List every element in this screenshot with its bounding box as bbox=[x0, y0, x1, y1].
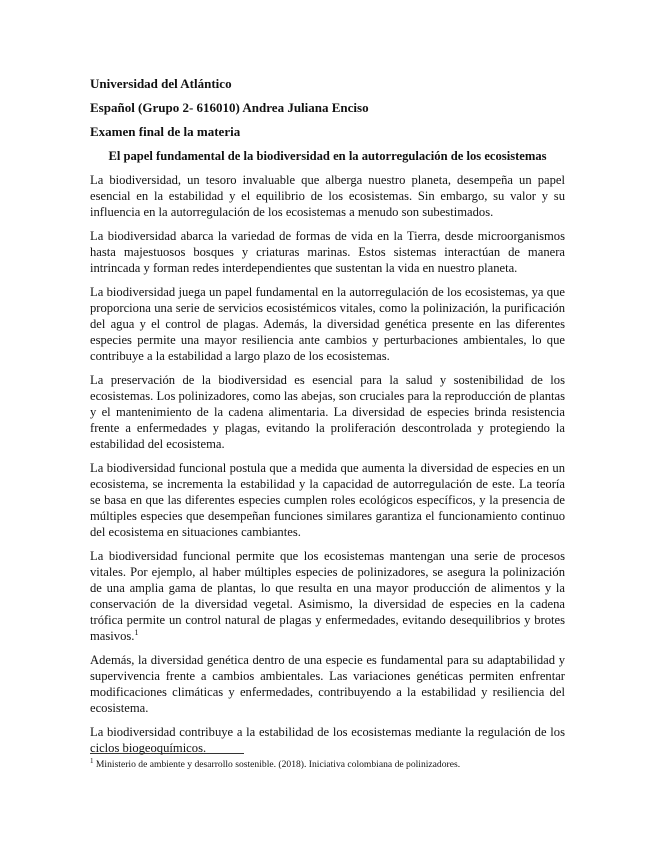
essay-title: El papel fundamental de la biodiversidad en la autorregulación de los ecosistemas bbox=[108, 149, 547, 163]
university-heading: Universidad del Atlántico bbox=[90, 76, 232, 91]
paragraph-5: La biodiversidad funcional postula que a medida que aumenta la diversidad de especies en un ecosistema, se incrementa la estabilidad y la capacidad de autorregulación de este. La teoría se basa en que las diferentes especies cumplen roles ecológicos específicos, y la presencia de múltiples especies que desempeñan funciones similares garantiza el funcionamiento continuo del ecosistema en situaciones cambiantes. bbox=[90, 461, 565, 539]
footnote-separator bbox=[90, 753, 244, 754]
paragraph-2: La biodiversidad abarca la variedad de formas de vida en la Tierra, desde microorganismos hasta majestuosos bosques y criaturas marinas. Estos sistemas interactúan de manera intrincada y forman redes interdependientes que sustentan la vida en nuestro planeta. bbox=[90, 229, 565, 275]
paragraph-4: La preservación de la biodiversidad es esencial para la salud y sostenibilidad de los ecosistemas. Los polinizadores, como las abejas, son cruciales para la reproducción de plantas y el mantenimiento de la cadena alimentaria. La diversidad de especies brinda resistencia frente a enfermedades y plagas, evitando la proliferación descontrolada y protegiendo la estabilidad del ecosistema. bbox=[90, 373, 565, 451]
course-heading: Español (Grupo 2- 616010) Andrea Juliana Enciso bbox=[90, 100, 369, 115]
paragraph-8: La biodiversidad contribuye a la estabilidad de los ecosistemas mediante la regulación de los ciclos biogeoquímicos. bbox=[90, 725, 565, 755]
paragraph-6-text: La biodiversidad funcional permite que los ecosistemas mantengan una serie de procesos vitales. Por ejemplo, al haber múltiples especies de polinizadores, se asegura la polinización de una amplia gama de plantas, lo que resulta en una mayor producción de alimentos y la conservación de la diversidad vegetal. Asimismo, la diversidad de especies en la cadena trófica permite un control natural de plagas y enfermedades, evitando desequilibrios y brotes masivos. bbox=[90, 549, 565, 643]
exam-heading: Examen final de la materia bbox=[90, 124, 241, 139]
paragraph-7: Además, la diversidad genética dentro de una especie es fundamental para su adaptabilidad y supervivencia frente a cambios ambientales. Las variaciones genéticas permiten enfrentar modificaciones climáticas y enfermedades, contribuyendo a la estabilidad y resiliencia del ecosistema. bbox=[90, 653, 565, 715]
footnote-marker: 1 bbox=[90, 756, 94, 765]
paragraph-6 bbox=[90, 548, 565, 644]
footnote bbox=[90, 756, 565, 771]
paragraph-1: La biodiversidad, un tesoro invaluable que alberga nuestro planeta, desempeña un papel esencial en la estabilidad y el equilibrio de los ecosistemas. Sin embargo, su valor y su influencia en la autorregulación de los ecosistemas a menudo son subestimados. bbox=[90, 173, 565, 219]
footnote-reference: 1 bbox=[134, 627, 139, 637]
footnote-text: Ministerio de ambiente y desarrollo sostenible. (2018). Iniciativa colombiana de polinizadores. bbox=[95, 759, 461, 770]
paragraph-3: La biodiversidad juega un papel fundamental en la autorregulación de los ecosistemas, ya que proporciona una serie de servicios ecosistémicos vitales, como la polinización, la purificación del agua y el control de plagas. Además, la diversidad genética presente en las diferentes especies permite una mayor resiliencia ante cambios y perturbaciones ambientales, lo que contribuye a la estabilidad a largo plazo de los ecosistemas. bbox=[90, 285, 565, 363]
document-body bbox=[90, 76, 565, 764]
